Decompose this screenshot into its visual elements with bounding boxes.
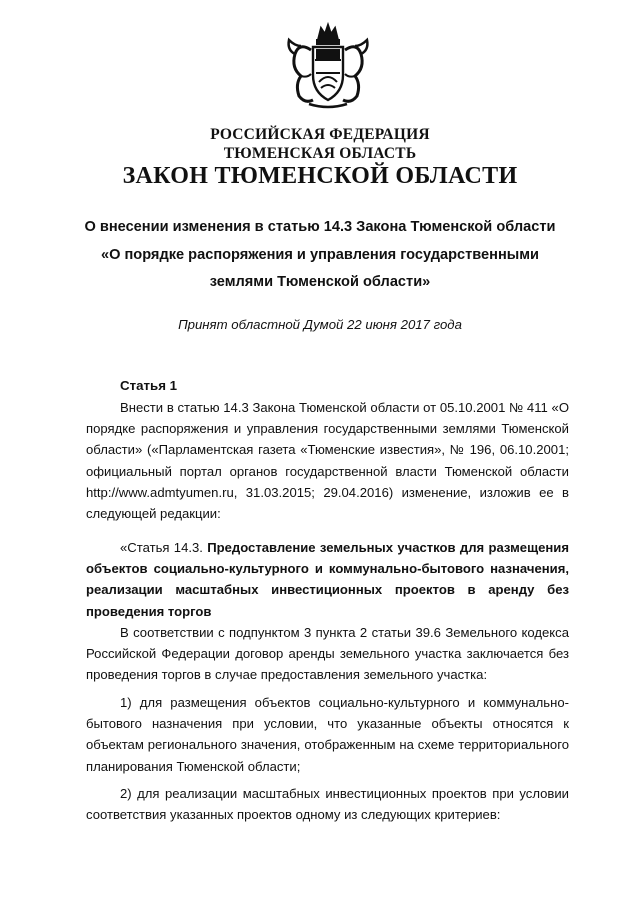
list-item-1: 1) для размещения объектов социально-культурного и коммунально-бытового назначения при условии, что указанные объекты относятся к объектам регионального значения, отображенным на схеме территориального планирования Тюменской области; bbox=[86, 695, 569, 774]
law-title-line-2: «О порядке распоряжения и управления государственными bbox=[100, 247, 540, 263]
quoted-article-prefix: «Статья 14.3. bbox=[120, 540, 208, 555]
quoted-article-title: Предоставление земельных участков для размещения объектов социально-культурного и коммунально-бытового назначения, реализации масштабных инвестиционных проектов в аренду без проведения торгов bbox=[86, 540, 569, 619]
coat-of-arms-emblem bbox=[281, 20, 375, 112]
law-title-line-1: О внесении изменения в статью 14.3 Закона Тюменской области bbox=[84, 219, 556, 235]
region-name: ТЮМЕНСКАЯ ОБЛАСТЬ bbox=[223, 145, 417, 162]
list-item-2: 2) для реализации масштабных инвестиционных проектов при условии соответствия указанных проектов одному из следующих критериев: bbox=[86, 786, 569, 823]
article-paragraph-amendment: Внести в статью 14.3 Закона Тюменской области от 05.10.2001 № 411 «О порядке распоряжения и управления государственными землями Тюменской области» («Парламентская газета «Тюменские известия», № 196, 06.10.2001; официальный портал органов государственной власти Тюменской области http://www.admtyumen.ru, 31.03.2015; 29.04.2016) изменение, изложив ее в следующей редакции: bbox=[86, 400, 569, 522]
article-paragraph-basis: В соответствии с подпунктом 3 пункта 2 статьи 39.6 Земельного кодекса Российской Федерации договор аренды земельного участка заключается без проведения торгов в случае предоставления земельного участка: bbox=[86, 625, 569, 683]
country-name: РОССИЙСКАЯ ФЕДЕРАЦИЯ bbox=[210, 126, 430, 143]
article-heading: Статья 1 bbox=[120, 378, 178, 393]
document-type: ЗАКОН ТЮМЕНСКОЙ ОБЛАСТИ bbox=[122, 163, 518, 189]
law-title-line-3: землями Тюменской области» bbox=[209, 274, 431, 290]
adoption-note: Принят областной Думой 22 июня 2017 года bbox=[178, 317, 462, 332]
quoted-article-heading bbox=[86, 537, 569, 622]
